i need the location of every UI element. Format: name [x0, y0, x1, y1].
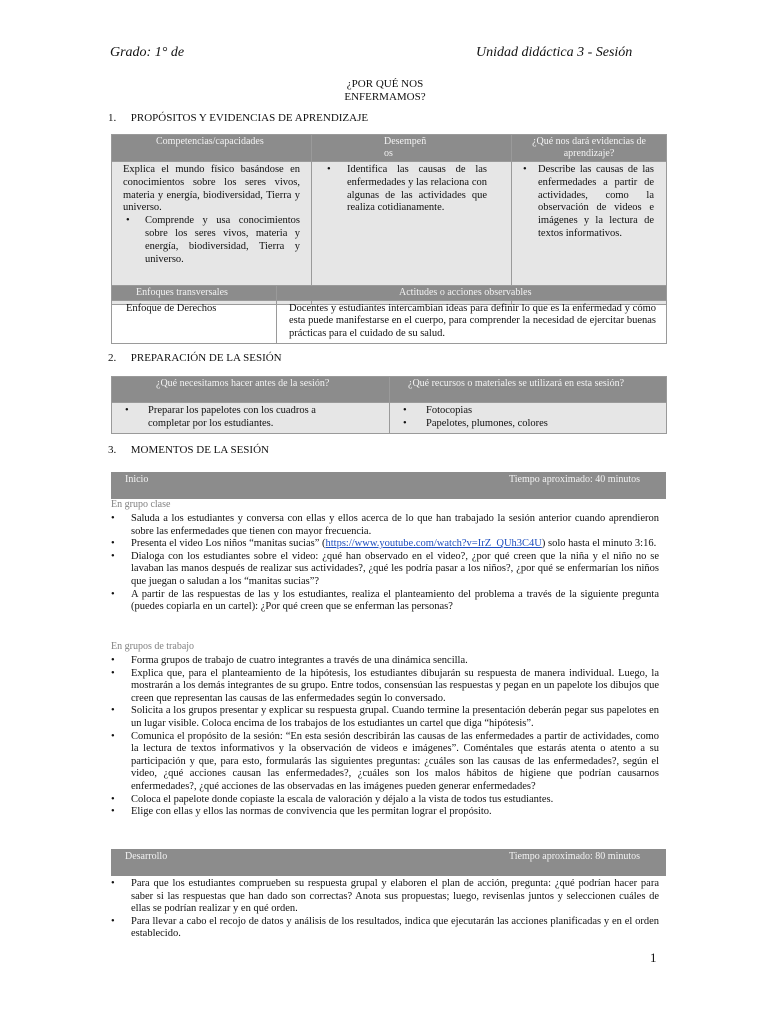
section-2-heading [108, 352, 282, 365]
table-header-cell: Enfoques transversales [112, 286, 277, 301]
item-text: Para llevar a cabo el recojo de datos y análisis de los resultados, indica que ejecutarán las acciones planificadas y en el orden establecido. [131, 915, 659, 940]
section-number: 3. [108, 444, 117, 456]
video-list-item [111, 538, 659, 551]
trabajo-list [111, 655, 659, 819]
list-item [122, 405, 349, 431]
table-header-cell: Actitudes o acciones observables [277, 286, 667, 301]
table-row [112, 300, 667, 343]
list-item [400, 418, 656, 431]
list-item [123, 215, 300, 266]
section-number: 2. [108, 352, 117, 364]
desempeno-text: Identifica las causas de las enfermedades y las relaciona con algunas de las actividades que realiza cotidianamente. [347, 164, 487, 214]
desarrollo-time: Tiempo aproximado: 80 minutos [509, 851, 641, 862]
evidencia-text: Describe las causas de las enfermedades a partir de actividades, como la observación de videos e imágenes y la lectura de textos informativos. [538, 164, 654, 239]
recurso-text: Fotocopias [426, 405, 473, 416]
item-text: Solicita a los grupos presentar y explicar su respuesta grupal. Cuando termine la presentación deberán pegar sus papelotes en un lugar visible. Coloca encima de los trabajos de los estudiantes un cartel que diga “hipótesis”. [131, 705, 659, 729]
video-link[interactable]: https://www.youtube.com/watch?v=IrZ_QUh3C4U [325, 538, 542, 550]
recursos-list [400, 405, 656, 431]
table-row [112, 162, 667, 305]
item-text: Para que los estudiantes comprueben su respuesta grupal y elaboren el plan de acción, pregunta: ¿qué podrían hacer para saber si las respuestas que han dado son correctas? Anota sus propuestas; luego, revisenlas juntos y seleccionen cuáles de ellas se podrían realizar y en qué orden. [131, 878, 659, 915]
session-title [300, 78, 470, 103]
page-number: 1 [650, 950, 657, 965]
list-item [111, 705, 659, 730]
antes-list [122, 405, 349, 431]
item-text: Dialoga con los estudiantes sobre el video: ¿qué han observado en el video?, ¿por qué creen que la niña y el niño no se lavaban las manos después de realizar sus actividades?, ¿qué les podría pasar a los niños?, ¿por qué se enfermarían los niños que juegan o saludan a los “manitas sucias”? [131, 550, 659, 587]
capacidad-text: Comprende y usa conocimientos sobre los seres vivos, materia y energía, biodiversidad, Tierra y universo. [145, 215, 300, 265]
actitud-cell: Docentes y estudiantes intercambian ideas para definir lo que es la enfermedad y cómo esta puede manifestarse en el cuerpo, para comprender la necesidad de ejercitar buenas prácticas para el cuidado de su salud. [277, 300, 667, 343]
desarrollo-bar [111, 849, 666, 876]
list-item [111, 731, 659, 794]
list-item [324, 164, 487, 215]
evidencias-cell [512, 162, 667, 305]
item-text: Saluda a los estudiantes y conversa con ellas y ellos acerca de lo que han trabajado la sesión anterior cuando aprendieron sobre las enfermedades que tienen con mayor frecuencia. [131, 513, 659, 537]
table-row [112, 403, 667, 434]
session-title-line1: ¿POR QUÉ NOS [346, 78, 424, 90]
list-item [111, 806, 659, 819]
recurso-text: Papelotes, plumones, colores [426, 417, 548, 429]
purposes-table [111, 134, 667, 305]
section-title: PROPÓSITOS Y EVIDENCIAS DE APRENDIZAJE [130, 112, 369, 124]
antes-cell [112, 403, 390, 434]
table-header-row [112, 377, 667, 403]
item-text: Explica que, para el planteamiento de la hipótesis, los estudiantes dibujarán su respuesta de manera individual. Luego, la mostrarán a los demás integrantes de su grupo. Entre todos, consensúan las respuestas y pegan en un papelote los dibujos que creen que representan las causas de las enfermedades según lo conversado. [131, 667, 659, 704]
list-item [111, 878, 659, 916]
list-item [111, 513, 659, 538]
section-title: PREPARACIÓN DE LA SESIÓN [130, 352, 282, 364]
session-title-line2: ENFERMAMOS? [344, 90, 426, 103]
inicio-bar [111, 472, 666, 499]
capacidades-list [123, 215, 300, 266]
section-title: MOMENTOS DE LA SESIÓN [130, 444, 269, 456]
table-header-cell: Competencias/capacidades [112, 135, 312, 162]
section-3-heading [108, 444, 269, 457]
inicio-label: Inicio [125, 474, 149, 485]
enfoque-cell: Enfoque de Derechos [112, 300, 277, 343]
inicio-time: Tiempo aproximado: 40 minutos [509, 474, 641, 485]
antes-text: Preparar los papelotes con los cuadros a completar por los estudiantes. [148, 405, 316, 429]
approaches-table [111, 285, 667, 344]
item-text: Comunica el propósito de la sesión: “En esta sesión describirán las causas de las enfermedades a partir de actividades, como la lectura de textos informativos y la observación de videos e imágenes”. Coméntales que estarás atenta o atento a su participación y que, para esto, formularás las siguientes preguntas: ¿cuáles son las causas de las enfermedades?, según el video, ¿qué acciones causan las enfermedades?, ¿cuáles son los malos hábitos de higiene que podrían causarnos enfermedades?, ¿qué acciones de las observadas en las imágenes pueden generar enfermedades? [131, 730, 659, 792]
list-item [111, 655, 659, 668]
item-text: Presenta el video Los niños “manitas sucias” ( [131, 538, 326, 550]
list-item [520, 164, 654, 241]
desempenos-list [324, 164, 487, 215]
desarrollo-list [111, 878, 659, 941]
recursos-cell [390, 403, 667, 434]
competencias-cell [112, 162, 312, 305]
item-text: A partir de las respuestas de las y los estudiantes, realiza el planteamiento del problema a través de la siguiente pregunta (puedes copiarla en un cartel): ¿Por qué creen que se enferman las personas? [131, 588, 659, 613]
table-header-cell: ¿Qué recursos o materiales se utilizará en esta sesión? [390, 377, 667, 403]
table-header-cell: Desempeñ os [312, 135, 512, 162]
list-item [111, 668, 659, 706]
grupo-clase-label: En grupo clase [111, 499, 171, 510]
item-text: Coloca el papelote donde copiaste la escala de valoración y déjalo a la vista de todos tus estudiantes. [131, 793, 554, 805]
evidencias-list [520, 164, 654, 241]
competencia-text: Explica el mundo físico basándose en conocimientos sobre los seres vivos, materia y energía, biodiversidad, Tierra y universo. [123, 164, 300, 214]
desarrollo-label: Desarrollo [125, 851, 168, 862]
table-header-cell: ¿Qué necesitamos hacer antes de la sesión? [112, 377, 390, 403]
item-text: Elige con ellas y ellos las normas de convivencia que les permitan lograr el propósito. [131, 806, 492, 818]
item-text: Forma grupos de trabajo de cuatro integrantes a través de una dinámica sencilla. [131, 655, 468, 666]
desempenos-cell [312, 162, 512, 305]
list-item [111, 589, 659, 614]
table-header-row [112, 286, 667, 301]
preparation-table [111, 376, 667, 434]
table-header-row [112, 135, 667, 162]
inicio-list [111, 513, 659, 614]
item-text: ) solo hasta el minuto 3:16. [541, 538, 657, 550]
header-unit: Unidad didáctica 3 - Sesión [476, 45, 633, 60]
list-item [400, 405, 656, 418]
grupos-trabajo-label: En grupos de trabajo [111, 641, 195, 652]
list-item [111, 794, 659, 807]
section-number: 1. [108, 112, 117, 124]
list-item [111, 551, 659, 589]
section-1-heading [108, 112, 368, 125]
header-grade: Grado: 1° de [110, 45, 185, 60]
list-item [111, 916, 659, 941]
table-header-cell: ¿Qué nos dará evidencias de aprendizaje? [512, 135, 667, 162]
